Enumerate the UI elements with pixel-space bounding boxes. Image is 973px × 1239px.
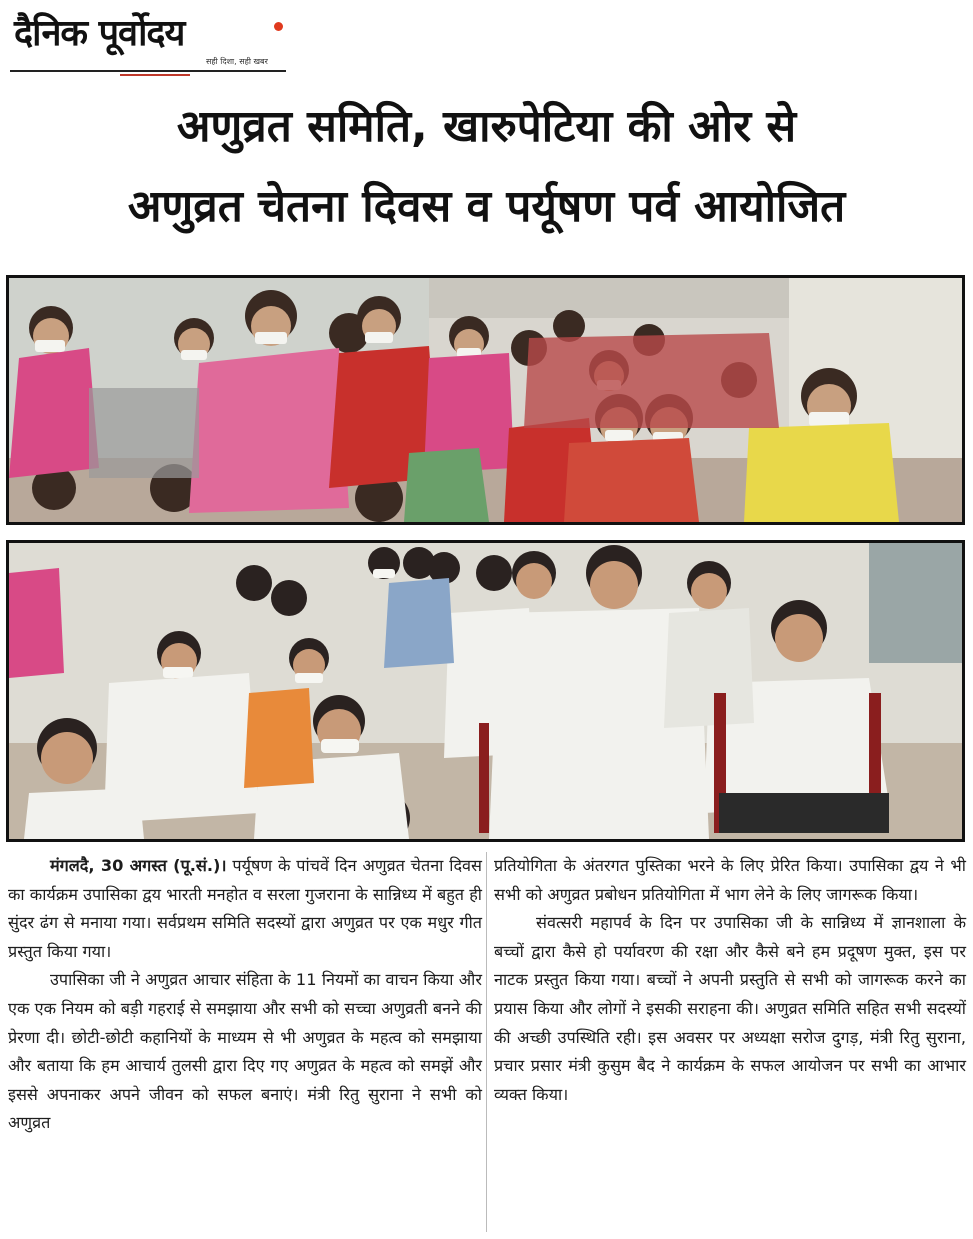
- headline-line-1: अणुव्रत समिति, खारुपेटिया की ओर से: [176, 101, 797, 152]
- article-dateline: मंगलदै, 30 अगस्त (पू.सं.)।: [50, 856, 227, 875]
- seated-women-audience-photo: [6, 275, 965, 525]
- newspaper-tagline: सही दिशा, सही खबर: [206, 57, 268, 66]
- column-divider: [486, 852, 487, 1232]
- article-column-left: [8, 852, 482, 1138]
- article-paragraph: प्रतियोगिता के अंतरगत पुस्तिका भरने के लिए प्रेरित किया। उपासिका द्वय ने भी सभी को अणुव्रत प्रबोधन प्रतियोगिता में भाग लेने के लिए जागरूक किया।: [494, 856, 966, 904]
- article-lead-text: पर्यूषण के पांचवें दिन अणुव्रत चेतना दिवस का कार्यक्रम उपासिका द्वय भारती मनहोत व सरला गुजराना के सान्निध्य में बहुत ही सुंदर ढंग से मनाया गया। सर्वप्रथम समिति सदस्यों द्वारा अणुव्रत पर एक मधुर गीत प्रस्तुत किया गया।: [8, 856, 482, 961]
- article-paragraph: [8, 852, 482, 966]
- article-paragraph: संवत्सरी महापर्व के दिन पर उपासिका जी के सान्निध्य में ज्ञानशाला के बच्चों द्वारा कैसे हो पर्यावरण की रक्षा और कैसे बने हम प्रदूषण मुक्त, इस पर नाटक प्रस्तुत किया गया। बच्चों ने अपनी प्रस्तुति से सभी को जागरूक करने का प्रयास किया और लोगों ने इसकी सराहना की। अणुव्रत समिति सहित सभी सदस्यों की अच्छी उपस्थिति रही। इस अवसर पर अध्यक्षा सरोज दुगड़, मंत्री रितु सुराना, प्रचार प्रसार मंत्री कुसुम बैद ने कार्यक्रम के सफल आयोजन पर सभी का आभार व्यक्त किया।: [494, 913, 966, 1104]
- masthead-rule: [10, 70, 286, 72]
- women-audience-illustration: [9, 278, 962, 522]
- article-column-right: [494, 852, 966, 1109]
- article-paragraph: उपासिका जी ने अणुव्रत आचार संहिता के 11 नियमों का वाचन किया और एक एक नियम को बड़ी गहराई से समझाया और सभी को सच्चा अणुव्रती बनने की प्रेरणा दी। छोटी-छोटी कहानियों के माध्यम से भी अणुव्रत के महत्व को समझाया और बताया कि हम आचार्य तुलसी द्वारा दिए गए अणुव्रत के महत्व को समझें और इससे अपनाकर अपने जीवन को सफल बनाएं। मंत्री रितु सुराना ने सभी को अणुव्रत: [8, 970, 482, 1133]
- logo-dot-icon: [274, 22, 283, 31]
- newspaper-logo: दैनिक पूर्वोदय: [14, 13, 185, 54]
- masthead-subrule: [120, 74, 190, 76]
- men-children-audience-illustration: [9, 543, 962, 839]
- headline-line-2: अणुव्रत चेतना दिवस व पर्यूषण पर्व आयोजित: [127, 181, 846, 232]
- seated-men-and-children-audience-photo: [6, 540, 965, 842]
- newspaper-masthead: [10, 8, 290, 72]
